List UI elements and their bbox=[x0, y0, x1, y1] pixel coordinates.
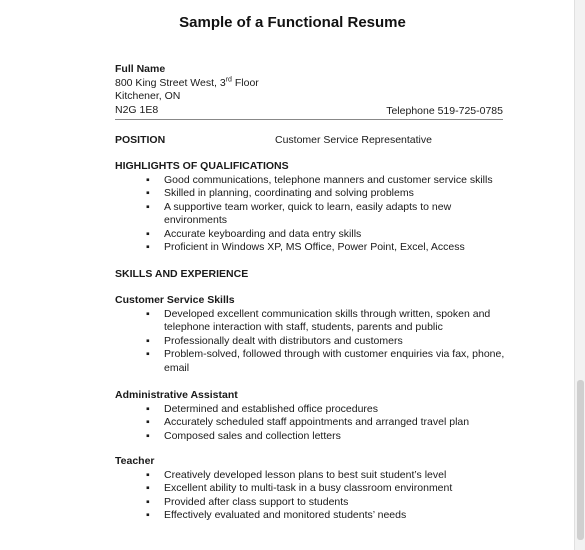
position-value: Customer Service Representative bbox=[275, 134, 432, 146]
subsection-heading: Customer Service Skills bbox=[115, 294, 235, 306]
header-divider bbox=[115, 119, 503, 120]
list-item: ▪ Proficient in Windows XP, MS Office, Power Point, Excel, Access bbox=[146, 241, 465, 253]
subsection-heading: Teacher bbox=[115, 455, 155, 467]
contact-postal: N2G 1E8 bbox=[115, 103, 159, 116]
contact-address-line1 bbox=[115, 77, 505, 91]
highlights-list bbox=[115, 174, 505, 255]
scrollbar-thumb[interactable] bbox=[577, 380, 584, 540]
list-item: ▪ Effectively evaluated and monitored students’ needs bbox=[146, 509, 407, 521]
bullet-icon: ▪ bbox=[146, 334, 150, 347]
bullet-icon: ▪ bbox=[146, 200, 150, 213]
address-line1-sup: rd bbox=[225, 76, 232, 83]
bullet-icon: ▪ bbox=[146, 187, 150, 199]
bullet-icon: ▪ bbox=[146, 173, 150, 186]
bullet-icon: ▪ bbox=[146, 482, 150, 494]
address-line1-pre: 800 King Street West, 3 bbox=[115, 76, 226, 89]
highlights-section bbox=[115, 160, 505, 255]
skills-heading: SKILLS AND EXPERIENCE bbox=[115, 268, 249, 280]
skills-section-administrative bbox=[115, 389, 505, 443]
teacher-list bbox=[115, 469, 505, 523]
list-item: ▪ Excellent ability to multi-task in a busy classroom environment bbox=[146, 482, 453, 494]
contact-telephone: Telephone 519-725-0785 bbox=[386, 105, 503, 117]
list-item: ▪ Accurate keyboarding and data entry skills bbox=[146, 227, 362, 240]
list-item: ▪ Good communications, telephone manners and customer service skills bbox=[146, 173, 493, 186]
list-item: ▪ Creatively developed lesson plans to best suit student’s level bbox=[146, 468, 447, 481]
list-item: ▪ Accurately scheduled staff appointments and arranged travel plan bbox=[146, 416, 470, 428]
bullet-icon: ▪ bbox=[146, 429, 150, 442]
skills-section-teacher bbox=[115, 455, 505, 523]
subsection-heading: Administrative Assistant bbox=[115, 389, 238, 401]
list-item: ▪ Developed excellent communication skills through written, spoken and telephone interaction with staff, students, parents and public bbox=[146, 307, 491, 333]
bullet-icon: ▪ bbox=[146, 416, 150, 428]
skills-section-customer-service bbox=[115, 294, 505, 375]
bullet-icon: ▪ bbox=[146, 348, 150, 360]
highlights-heading: HIGHLIGHTS OF QUALIFICATIONS bbox=[115, 160, 289, 172]
list-item: ▪ Skilled in planning, coordinating and solving problems bbox=[146, 187, 414, 199]
contact-city: Kitchener, ON bbox=[115, 90, 181, 102]
vertical-scrollbar[interactable] bbox=[574, 0, 585, 550]
list-item: ▪ Professionally dealt with distributors and customers bbox=[146, 334, 403, 347]
position-label: POSITION bbox=[115, 134, 166, 146]
document-title: Sample of a Functional Resume bbox=[179, 14, 406, 31]
bullet-icon: ▪ bbox=[146, 402, 150, 415]
contact-name: Full Name bbox=[115, 63, 166, 75]
list-item: ▪ Problem-solved, followed through with customer enquiries via fax, phone, email bbox=[146, 348, 505, 374]
bullet-icon: ▪ bbox=[146, 468, 150, 481]
bullet-icon: ▪ bbox=[146, 227, 150, 240]
administrative-list bbox=[115, 403, 505, 444]
bullet-icon: ▪ bbox=[146, 307, 150, 320]
bullet-icon: ▪ bbox=[146, 509, 150, 521]
bullet-icon: ▪ bbox=[146, 241, 150, 253]
list-item: ▪ Provided after class support to students bbox=[146, 495, 349, 508]
list-item: ▪ Composed sales and collection letters bbox=[146, 429, 341, 442]
list-item: ▪ Determined and established office procedures bbox=[146, 402, 379, 415]
address-line1-post: Floor bbox=[231, 76, 259, 89]
bullet-icon: ▪ bbox=[146, 495, 150, 508]
list-item: ▪ A supportive team worker, quick to learn, easily adapts to new environments bbox=[146, 200, 452, 226]
customer-service-list bbox=[115, 308, 505, 376]
